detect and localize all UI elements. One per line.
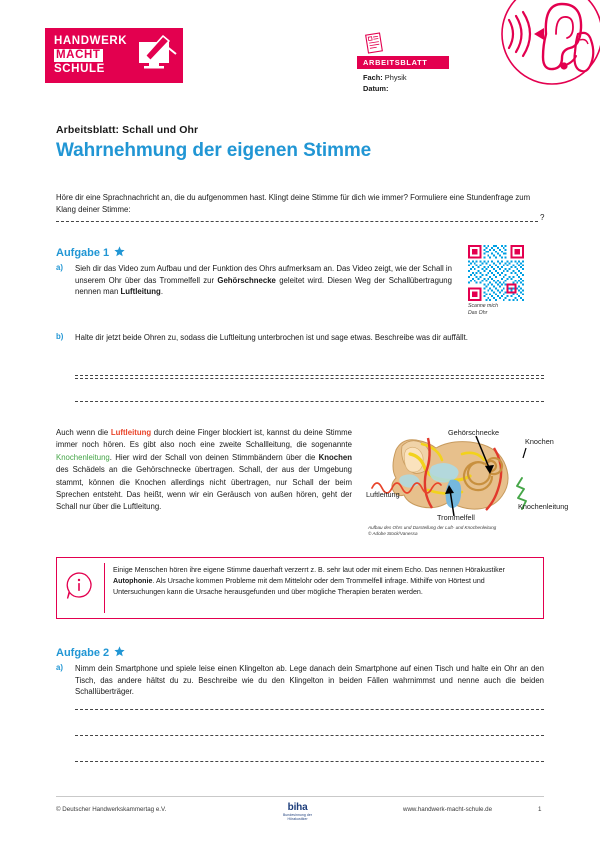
monitor-pencil-icon: [133, 34, 179, 77]
task-2a-text: Nimm dein Smartphone und spiele leise einen Klingelton ab. Lege danach dein Smartphone auf einen Tisch und halte ein Ohr an den Tisch, das andere hältst du zu. Beschreibe wie du den Klingelton in beiden Fällen wahrnimmst und nenne auch die beiden Schallüberträger.: [75, 664, 544, 697]
task-1b-text: Halte dir jetzt beide Ohren zu, sodass die Luftleitung unterbrochen ist und sage etwas. Beschreibe was dir auffällt.: [75, 333, 468, 342]
info-box-divider: [104, 563, 105, 613]
sheet-type-label: ARBEITSBLATT: [357, 56, 449, 69]
middle-paragraph-part2: durch deine Finger blockiert ist, kannst du deine Stimme immer noch hören. Es gibt also noch eine zweite Schallleitung, die sogenannte: [56, 428, 352, 450]
ear-hearing-aid-icon: [474, 0, 600, 104]
keyword-luftleitung: Luftleitung: [110, 428, 152, 437]
info-speech-bubble-icon: [66, 572, 92, 605]
task-1a-text: [75, 263, 452, 298]
task-1-heading: [56, 246, 125, 260]
task-1a-text-part2: geleitet wird. Diesen Weg der Schallübertragung nennen man: [75, 275, 452, 297]
task-2a-letter: a): [56, 663, 63, 672]
diagram-caption-line2: © Adobe Stock/Vanessa: [368, 531, 418, 537]
qr-caption-line2: Das Ohr: [468, 310, 488, 317]
qr-code[interactable]: [468, 245, 524, 306]
document-icon: [364, 32, 384, 59]
task-1a-letter: a): [56, 263, 63, 272]
info-box-text: [113, 565, 533, 598]
brand-logo-line2: MACHT: [56, 49, 101, 61]
qr-caption: [468, 303, 498, 317]
star-icon: [114, 246, 125, 260]
task-1-title: Aufgabe 1: [56, 247, 110, 259]
brand-logo: [45, 28, 183, 83]
task-2-title: Aufgabe 2: [56, 647, 110, 659]
task-2-heading: [56, 646, 125, 660]
task-1a-keyword-cochlea: Gehörschnecke: [217, 275, 276, 285]
diagram-caption: [368, 525, 548, 538]
diagram-label-bone: Knochen: [525, 437, 554, 446]
qr-caption-line1: Scanne mich: [468, 303, 498, 309]
subject-field: [363, 73, 407, 82]
footer-page-number: 1: [538, 806, 542, 813]
middle-paragraph-part4: des Schädels an die Gehörschnecke übertragen. Schall, der aus der Umgebung stammt, können die Knochen allerdings nicht übertragen, nur Schall der beim Sprechen entsteht. Das heißt, wenn wir ein Geräusch von außen hören, geht der Schall nur über die Luftleitung.: [56, 465, 352, 512]
biha-logo-sub1: Bundesinnung der: [283, 813, 313, 817]
info-keyword-autophonie: Autophonie: [113, 577, 153, 585]
footer-divider: [56, 796, 544, 797]
subject-value[interactable]: Physik: [384, 73, 407, 82]
keyword-knochenleitung: Knochenleitung: [56, 452, 110, 462]
brand-logo-line1: HANDWERK: [54, 35, 128, 47]
middle-paragraph-part3: . Hier wird der Schall von deinen Stimmbändern über die: [109, 452, 319, 462]
intro-text: Höre dir eine Sprachnachricht an, die du aufgenommen hast. Klingt deine Stimme für dich wie immer? Formuliere eine Stundenfrage zum Klang deiner Stimme:: [56, 193, 531, 214]
diagram-label-bone-conduction: Knochenleitung: [518, 502, 569, 511]
info-text-part2: . Als Ursache kommen Probleme mit dem Mittelohr oder dem Trommelfell infrage. Mithilfe von Hörtest und Untersuchungen kann die Ursache herausgefunden und über mögliche Therapien beraten werden.: [113, 577, 485, 596]
middle-paragraph: [56, 427, 352, 514]
task-2a-answer-line-3[interactable]: [75, 761, 544, 762]
task-2a-answer-line-2[interactable]: [75, 735, 544, 736]
diagram-label-eardrum: Trommelfell: [437, 513, 475, 522]
task-1b-answer-line-1[interactable]: [75, 375, 544, 376]
info-text-part1: Einige Menschen hören ihre eigene Stimme dauerhaft verzerrt z. B. sehr laut oder mit einem Echo. Das nennen Hörakustiker: [113, 566, 505, 574]
star-icon: [114, 646, 125, 660]
task-1a-text-part1: Sieh dir das Video zum Aufbau und der Funktion des Ohrs aufmerksam an. Das Video zeigt, wie der Schall in unserem Ohr über das Trommelfell zur: [75, 264, 452, 285]
biha-logo-sub2: Hörakustiker: [287, 817, 308, 822]
middle-paragraph-part1: Auch wenn die: [56, 428, 111, 437]
task-1b-answer-line-2[interactable]: [75, 378, 544, 379]
footer-copyright: © Deutscher Handwerkskammertag e.V.: [56, 806, 167, 813]
biha-logo: [283, 802, 312, 822]
date-field: [363, 84, 388, 93]
intro-answer-line[interactable]: [56, 221, 538, 222]
page-title: Wahrnehmung der eigenen Stimme: [56, 140, 372, 161]
diagram-label-air-conduction: Luftleitung: [366, 490, 400, 499]
task-1a-text-part3: .: [160, 287, 163, 297]
page-kicker: Arbeitsblatt: Schall und Ohr: [56, 124, 199, 136]
biha-logo-name: biha: [287, 802, 308, 813]
keyword-knochen: Knochen: [318, 452, 352, 462]
diagram-caption-line1: Aufbau des Ohrs und Darstellung der Luft- und Knochenleitung: [368, 525, 497, 530]
date-label: Datum:: [363, 84, 389, 93]
task-2a-answer-line-1[interactable]: [75, 709, 544, 710]
brand-logo-text: [54, 35, 127, 76]
brand-logo-line3: SCHULE: [54, 63, 105, 75]
task-1a-keyword-airconduction: Luftleitung: [120, 287, 161, 297]
intro-question-mark: ?: [540, 213, 545, 222]
subject-label: Fach:: [363, 73, 383, 82]
diagram-label-cochlea: Gehörschnecke: [448, 428, 500, 437]
footer-url[interactable]: www.handwerk-macht-schule.de: [403, 806, 493, 813]
task-1b-letter: b): [56, 332, 64, 341]
task-1b-answer-line-3[interactable]: [75, 401, 544, 402]
